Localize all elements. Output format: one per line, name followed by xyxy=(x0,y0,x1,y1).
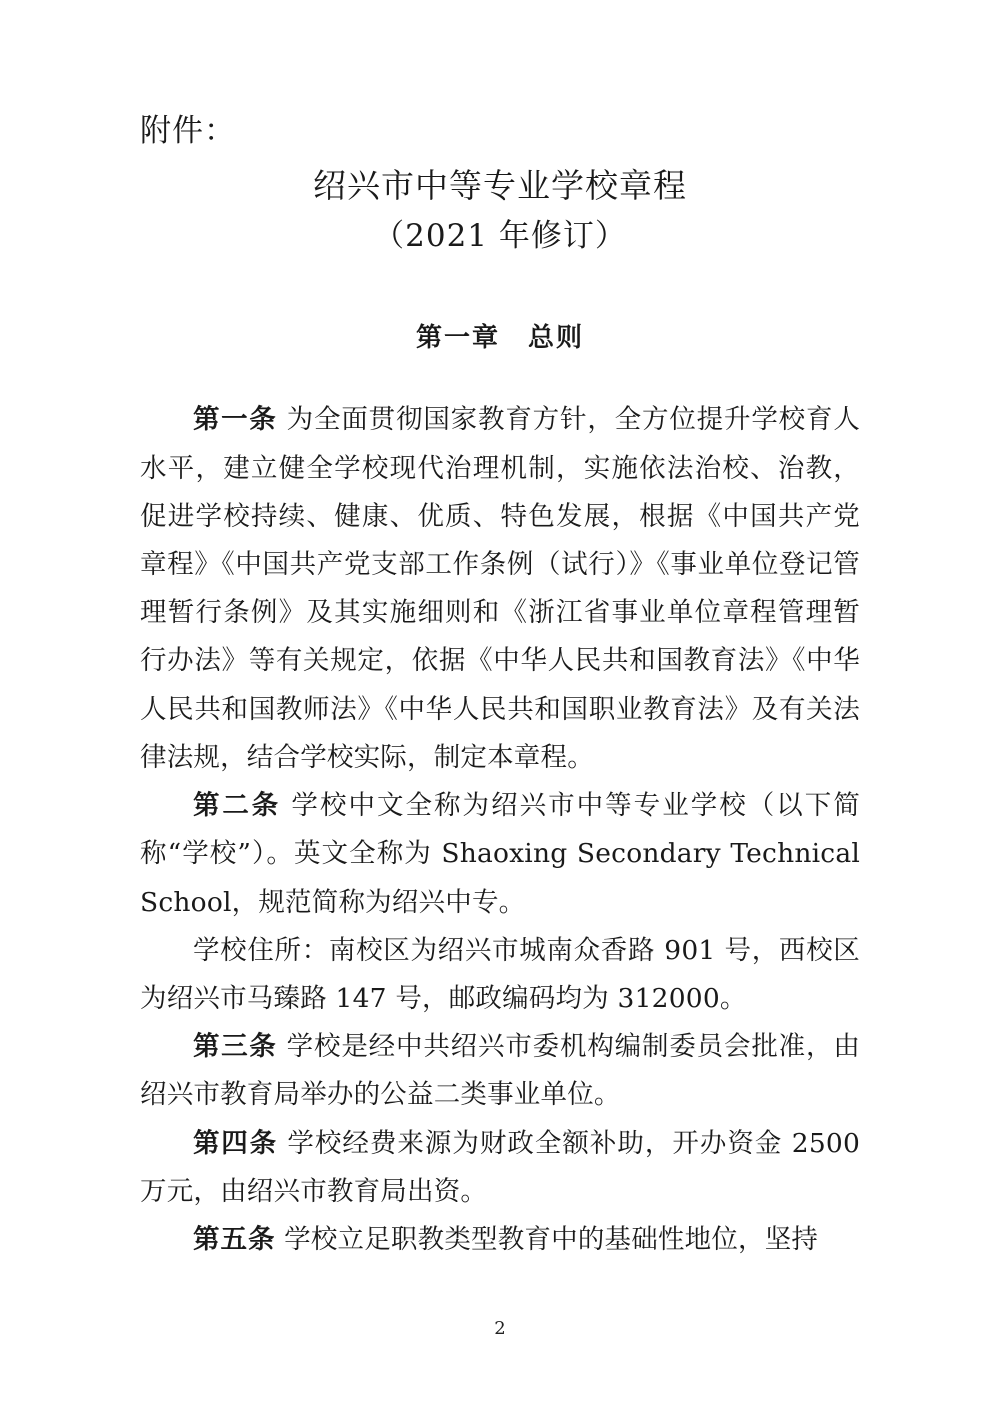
article-text: 学校经费来源为财政全额补助，开办资金 2500 万元，由绍兴市教育局出资。 xyxy=(140,1127,861,1207)
attachment-label: 附件： xyxy=(140,113,236,149)
article-paragraph xyxy=(140,1023,860,1119)
page-content xyxy=(140,110,860,1264)
chapter-heading: 第一章 总则 xyxy=(415,323,584,354)
article-paragraph xyxy=(140,1216,860,1264)
article-paragraph xyxy=(140,782,860,927)
article-text: 学校中文全称为绍兴市中等专业学校（以下简称“学校”）。英文全称为 Shaoxing Secondary Technical School，规范简称为绍兴中专。 xyxy=(140,790,861,918)
article-number: 第一条 xyxy=(193,404,278,436)
article-text: 为全面贯彻国家教育方针，全方位提升学校育人水平，建立健全学校现代治理机制，实施依法治校、治教，促进学校持续、健康、优质、特色发展，根据《中国共产党章程》《中国共产党支部工作条例（试行）》《事业单位登记管理暂行条例》及其实施细则和《浙江省事业单位章程管理暂行办法》等有关规定，依据《中华人民共和国教育法》《中华人民共和国教师法》《中华人民共和国职业教育法》及有关法律法规，结合学校实际，制定本章程。 xyxy=(140,404,861,773)
article-number: 第五条 xyxy=(193,1224,276,1256)
article-text: 学校住所：南校区为绍兴市城南众香路 901 号，西校区为绍兴市马臻路 147 号，邮政编码均为 312000。 xyxy=(140,934,860,1015)
document-title: 绍兴市中等专业学校章程 xyxy=(313,166,687,206)
document-subtitle: （2021 年修订） xyxy=(373,217,627,254)
article-number: 第三条 xyxy=(193,1031,278,1063)
article-paragraph xyxy=(140,927,860,1023)
article-text: 学校是经中共绍兴市委机构编制委员会批准，由绍兴市教育局举办的公益二类事业单位。 xyxy=(140,1031,861,1111)
article-text: 学校立足职教类型教育中的基础性地位，坚持 xyxy=(284,1224,819,1256)
article-number: 第四条 xyxy=(193,1127,278,1159)
article-paragraph xyxy=(140,1120,860,1216)
page-number: 2 xyxy=(494,1318,506,1339)
article-paragraph xyxy=(140,396,860,782)
article-number: 第二条 xyxy=(193,790,281,822)
